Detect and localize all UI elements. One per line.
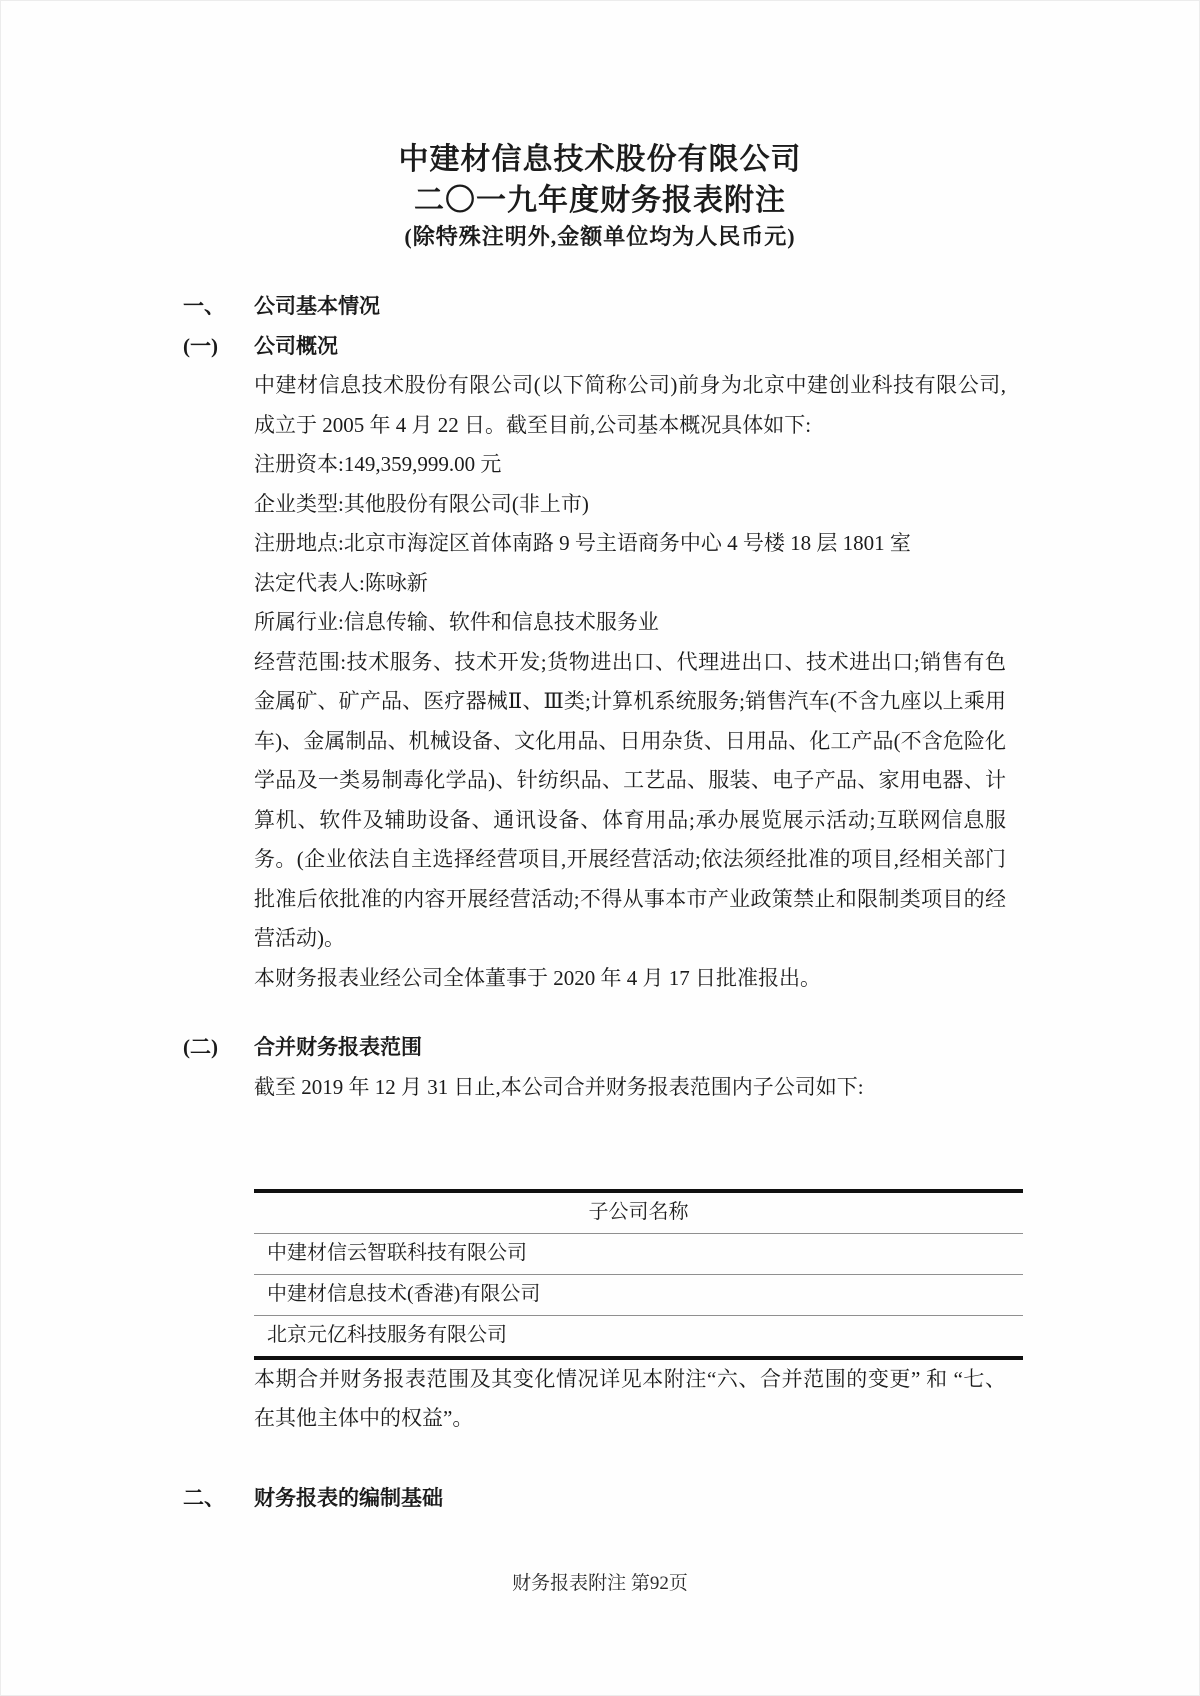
currency-note: (除特殊注明外,金额单位均为人民币元) xyxy=(404,224,796,249)
subsection-1-2-title: 合并财务报表范围 xyxy=(254,1035,422,1059)
section-2-number: 二、 xyxy=(183,1485,225,1510)
consolidation-intro-line: 截至 2019 年 12 月 31 日止,本公司合并财务报表范围内子公司如下: xyxy=(254,1074,864,1099)
industry-line: 所属行业:信息传输、软件和信息技术服务业 xyxy=(254,610,659,634)
subsidiaries-table-header-row xyxy=(254,1191,1023,1233)
subsection-1-2-heading xyxy=(183,1028,1028,1068)
company-type-line: 企业类型:其他股份有限公司(非上市) xyxy=(254,491,589,516)
subsection-1-2-number: (二) xyxy=(183,1035,218,1059)
approval-line: 本财务报表业经公司全体董事于 2020 年 4 月 17 日批准报出。 xyxy=(254,965,821,990)
company-intro-paragraph: 中建材信息技术股份有限公司(以下简称公司)前身为北京中建创业科技有限公司,成立于 2005 年 4 月 22 日。截至目前,公司基本概况具体如下: xyxy=(254,373,1006,437)
document-body xyxy=(183,287,1028,1518)
section-1-number: 一、 xyxy=(183,294,225,318)
table-header-subsidiary-name: 子公司名称 xyxy=(254,1191,1023,1233)
company-name: 中建材信息技术股份有限公司 xyxy=(398,143,802,176)
subsection-1-1-title: 公司概况 xyxy=(254,333,338,358)
business-scope-paragraph: 经营范围:技术服务、技术开发;货物进出口、代理进出口、技术进出口;销售有色金属矿、矿产品、医疗器械Ⅱ、Ⅲ类;计算机系统服务;销售汽车(不含九座以上乘用车)、金属制品、机械设备、文化用品、日用杂货、日用品、化工产品(不含危险化学品及一类易制毒化学品)、针纺织品、工艺品、服装、电子产品、家用电器、计算机、软件及辅助设备、通讯设备、体育用品;承办展览展示活动;互联网信息服务。(企业依法自主选择经营项目,开展经营活动;依法须经批准的项目,经相关部门批准后依批准的内容开展经营活动;不得从事本市产业政策禁止和限制类项目的经营活动)。 xyxy=(254,649,1006,950)
subsidiary-name-cell: 北京元亿科技服务有限公司 xyxy=(267,1323,507,1346)
legal-representative-line: 法定代表人:陈咏新 xyxy=(254,570,428,595)
subsection-1-1-number: (一) xyxy=(183,333,218,358)
footer-page-label: 财务报表附注 第92页 xyxy=(512,1573,688,1594)
table-row xyxy=(254,1233,1023,1274)
consolidation-note-paragraph: 本期合并财务报表范围及其变化情况详见本附注“六、合并范围的变更” 和 “七、在其他主体中的权益”。 xyxy=(254,1366,1006,1430)
section-2-heading xyxy=(183,1479,1028,1519)
section-1-heading xyxy=(183,287,1028,327)
page-footer xyxy=(1,1569,1199,1599)
table-row xyxy=(254,1274,1023,1315)
table-row xyxy=(254,1315,1023,1358)
registered-address-line: 注册地点:北京市海淀区首体南路 9 号主语商务中心 4 号楼 18 层 1801 室 xyxy=(254,531,911,555)
registered-capital-line: 注册资本:149,359,999.00 元 xyxy=(254,452,502,476)
subsidiary-name-cell: 中建材信息技术(香港)有限公司 xyxy=(254,1274,1023,1315)
section-2-title: 财务报表的编制基础 xyxy=(254,1485,443,1510)
subsidiary-name-cell: 中建材信云智联科技有限公司 xyxy=(254,1233,1023,1274)
section-1-title: 公司基本情况 xyxy=(254,294,380,318)
subsection-1-1-heading xyxy=(183,327,1028,367)
report-title: 二〇一九年度财务报表附注 xyxy=(414,184,786,217)
document-header xyxy=(1,139,1199,252)
subsidiaries-table xyxy=(254,1189,1023,1360)
